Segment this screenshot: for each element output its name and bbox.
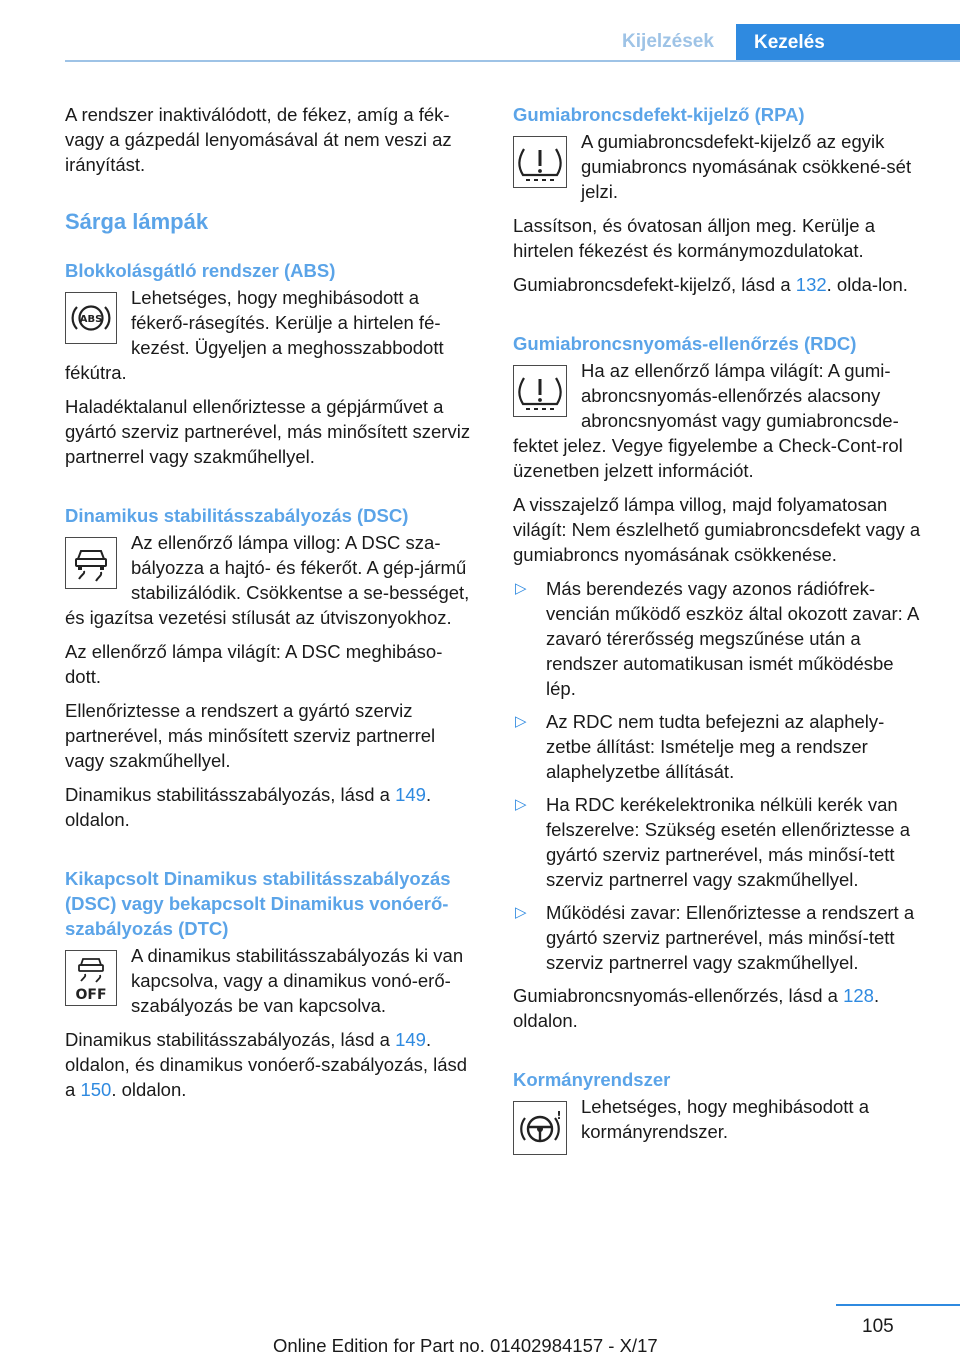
dsc-text-3: Ellenőriztesse a rendszert a gyártó szerviz partnerével, más minősített szerviz partnerrel vagy szakműhellyel. [65, 700, 436, 771]
list-item [513, 709, 927, 784]
rdc-text-1: Ha az ellenőrző lámpa világít: A gumi-abroncsnyomás-ellenőrzés alacsony abroncsnyomást vagy gumiabroncsde-fektet jelez. Vegye figyelembe a Check-Cont-rol üzenetben jelzett információt. [513, 360, 903, 481]
abs-text-1: Lehetséges, hogy meghibásodott a fékerő-rásegítés. Kerülje a hirtelen fé-kezést. Ügyeljen a meghosszabbodott fékútra. [65, 287, 444, 383]
dsc-off-page-link-1[interactable]: 149 [395, 1029, 426, 1050]
bullet-text: Ha RDC kerékelektronika nélküli kerék van felszerelve: Szükség esetén ellenőriztesse a gyártó szerviz partnerével, más minősí-tett szerviz partnerrel vagy szakműhellyel. [546, 794, 911, 890]
svg-text:!: ! [556, 1109, 562, 1122]
rdc-ref-prefix: Gumiabroncsnyomás-ellenőrzés, lásd a [513, 985, 844, 1006]
abs-heading: Blokkolásgátló rendszer (ABS) [65, 260, 336, 281]
svg-text:OFF: OFF [75, 987, 107, 1003]
dsc-page-link[interactable]: 149 [395, 784, 426, 805]
triangle-bullet-icon: ▷ [515, 580, 527, 597]
tab-kezeles[interactable]: Kezelés [736, 24, 960, 62]
dsc-off-ref-mid: . oldalon, és dinamikus vonóerő-szabályozás, lásd a [65, 1029, 468, 1100]
steering-heading: Kormányrendszer [513, 1069, 671, 1090]
rpa-page-link[interactable]: 132 [795, 274, 827, 295]
dsc-reference [65, 782, 477, 832]
dsc-block [65, 530, 477, 639]
dsc-skid-car-icon [65, 537, 117, 589]
dsc-heading: Dinamikus stabilitásszabályozás (DSC) [65, 505, 409, 526]
bullet-text: Az RDC nem tudta befejezni az alaphely-zetbe állítást: Ismételje meg a rendszer alaphelyzetbe állítását. [546, 711, 885, 782]
list-item [513, 576, 927, 701]
dsc-off-ref-suffix: . oldalon. [111, 1079, 187, 1100]
footer-rule [836, 1304, 960, 1306]
abs-warning-icon [65, 292, 117, 344]
rdc-bullet-list [513, 576, 927, 975]
steering-warning-icon [513, 1101, 567, 1155]
dsc-text-2: Az ellenőrző lámpa világít: A DSC meghibáso-dott. [65, 641, 443, 687]
bullet-text: Működési zavar: Ellenőriztesse a rendszert a gyártó szerviz partnerével, más minősí-tett szerviz partnerrel vagy szakműhellyel. [546, 902, 915, 973]
dsc-off-reference [65, 1027, 477, 1102]
dsc-ref-prefix: Dinamikus stabilitásszabályozás, lásd a [65, 784, 396, 805]
rdc-reference [513, 983, 927, 1033]
rdc-ref-suffix: . oldalon. [513, 985, 880, 1031]
right-column [513, 102, 927, 1155]
tab-kijelzesek[interactable]: Kijelzések [622, 31, 714, 52]
section-title: Sárga lámpák [65, 209, 209, 234]
intro-paragraph: A rendszer inaktiválódott, de fékez, amíg a fék- vagy a gázpedál lenyomásával át nem veszi az irányítást. [65, 104, 452, 175]
edition-footer: Online Edition for Part no. 01402984157 - X/17 [273, 1335, 658, 1356]
rpa-reference [513, 272, 927, 297]
left-column [65, 102, 477, 1111]
dsc-off-block [65, 943, 477, 1027]
dsc-off-text-1: A dinamikus stabilitásszabályozás ki van kapcsolva, vagy a dinamikus vonó-erő-szabályozás be van kapcsolva. [131, 945, 464, 1016]
rdc-page-link[interactable]: 128 [843, 985, 874, 1006]
triangle-bullet-icon: ▷ [515, 713, 527, 730]
rpa-heading: Gumiabroncsdefekt-kijelző (RPA) [513, 104, 805, 125]
rpa-ref-prefix: Gumiabroncsdefekt-kijelző, lásd a [513, 274, 796, 295]
abs-text-2: Haladéktalanul ellenőriztesse a gépjárművet a gyártó szerviz partnerével, más minősített szerviz partnerrel vagy szakműhellyel. [65, 396, 471, 467]
rdc-block [513, 358, 927, 492]
dsc-text-1: Az ellenőrző lámpa villog: A DSC sza-bályozza a hajtó- és fékerőt. A gép-jármű stabilizálódik. Csökkentse a se-bességet, és igazítsa vezetési stílusát az útviszonyokhoz. [65, 532, 470, 628]
rdc-heading: Gumiabroncsnyomás-ellenőrzés (RDC) [513, 333, 857, 354]
dsc-ref-suffix: . oldalon. [65, 784, 432, 830]
svg-text:ABS: ABS [79, 314, 103, 325]
rpa-text-2: Lassítson, és óvatosan álljon meg. Kerülje a hirtelen fékezést és kormánymozdulatokat. [513, 215, 875, 261]
abs-block [65, 285, 477, 394]
list-item [513, 792, 927, 892]
tire-pressure-warning-icon [513, 365, 567, 417]
triangle-bullet-icon: ▷ [515, 796, 527, 813]
triangle-bullet-icon: ▷ [515, 904, 527, 921]
steering-block [513, 1094, 927, 1155]
dsc-off-heading: Kikapcsolt Dinamikus stabilitásszabályozás (DSC) vagy bekapcsolt Dinamikus vonóerő-szabályozás (DTC) [65, 868, 451, 939]
rpa-text-1: A gumiabroncsdefekt-kijelző az egyik gumiabroncs nyomásának csökkené-sét jelzi. [581, 131, 912, 202]
rpa-ref-suffix: . olda-lon. [826, 274, 908, 295]
rdc-text-2: A visszajelző lámpa villog, majd folyamatosan világít: Nem észlelhető gumiabroncsdefekt vagy a gumiabroncs nyomásának csökkenése. [513, 494, 921, 565]
steering-text-1: Lehetséges, hogy meghibásodott a kormányrendszer. [581, 1096, 869, 1142]
dsc-off-page-link-2[interactable]: 150 [80, 1079, 112, 1100]
dsc-off-icon [65, 950, 117, 1006]
tire-pressure-warning-icon [513, 136, 567, 188]
bullet-text: Más berendezés vagy azonos rádiófrek-vencián működő eszköz által okozott zavar: A zavaró térerősség megszűnése után a rendszer automatikusan ismét működésbe lép. [546, 578, 919, 699]
list-item [513, 900, 927, 975]
dsc-off-ref-prefix: Dinamikus stabilitásszabályozás, lásd a [65, 1029, 396, 1050]
rpa-block [513, 129, 927, 213]
header-rule [65, 60, 960, 62]
page-number: 105 [862, 1316, 894, 1337]
